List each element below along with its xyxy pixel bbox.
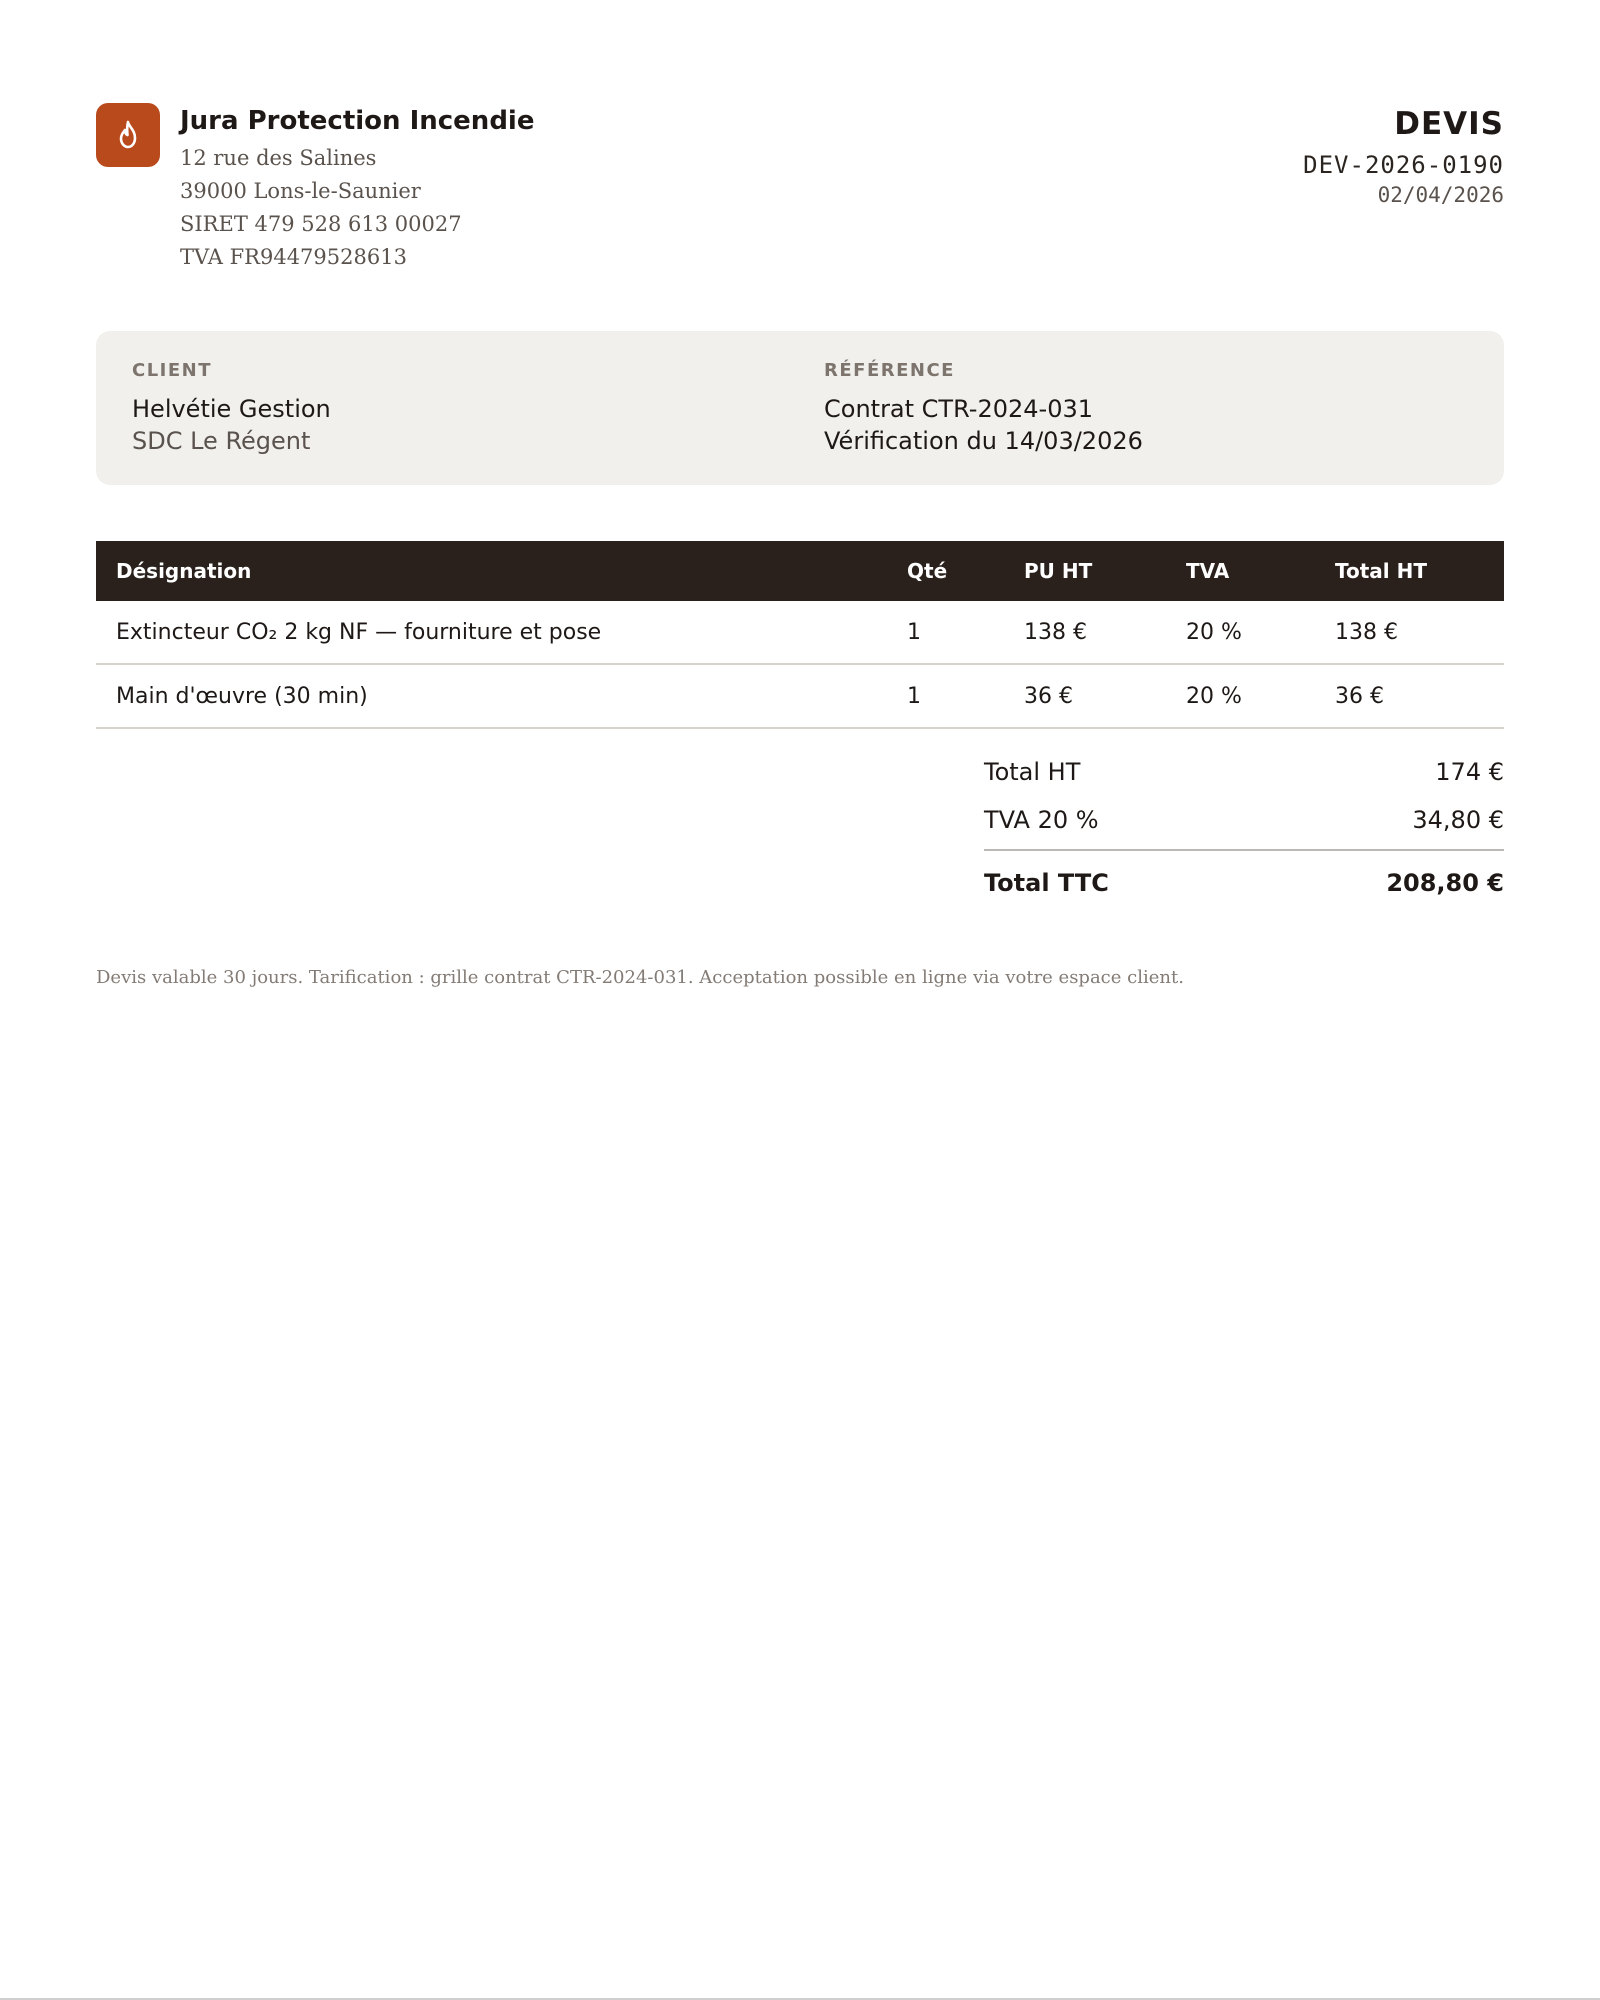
document-date: 02/04/2026	[1377, 183, 1504, 207]
cell-qty: 1	[907, 664, 1024, 728]
cell-vat: 20 %	[1186, 664, 1335, 728]
cell-total: 138 €	[1335, 601, 1504, 664]
reference-verification: Vérification du 14/03/2026	[824, 427, 1143, 455]
subtotal-label: Total HT	[984, 758, 1081, 786]
table-row	[96, 601, 1504, 664]
vat-total-value: 34,80 €	[1412, 806, 1504, 834]
reference-contract: Contrat CTR-2024-031	[824, 395, 1094, 423]
column-header-unit-price: PU HT	[1024, 541, 1186, 601]
totals-divider	[984, 849, 1504, 851]
client-block	[132, 359, 331, 457]
company-address-line2: 39000 Lons-le-Saunier	[180, 179, 421, 203]
column-header-total: Total HT	[1335, 541, 1504, 601]
column-header-designation: Désignation	[96, 541, 907, 601]
company-name: Jura Protection Incendie	[180, 106, 535, 136]
cell-designation: Extincteur CO₂ 2 kg NF — fourniture et pose	[96, 601, 907, 664]
document-number: DEV-2026-0190	[1303, 151, 1504, 179]
column-header-vat: TVA	[1186, 541, 1335, 601]
client-site: SDC Le Régent	[132, 427, 311, 455]
company-vat: TVA FR94479528613	[180, 245, 407, 269]
grand-total-label: Total TTC	[984, 869, 1109, 897]
cell-unit-price: 138 €	[1024, 601, 1186, 664]
company-address-line1: 12 rue des Salines	[180, 146, 377, 170]
document-meta	[1303, 103, 1504, 209]
vat-total-label: TVA 20 %	[984, 806, 1099, 834]
reference-label: RÉFÉRENCE	[824, 360, 955, 381]
client-label: CLIENT	[132, 360, 213, 381]
company-info	[180, 103, 534, 274]
client-name: Helvétie Gestion	[132, 395, 331, 423]
table-row	[96, 664, 1504, 728]
subtotal-row	[984, 756, 1504, 788]
column-header-qty: Qté	[907, 541, 1024, 601]
cell-total: 36 €	[1335, 664, 1504, 728]
cell-designation: Main d'œuvre (30 min)	[96, 664, 907, 728]
grand-total-row	[984, 867, 1504, 899]
grand-total-value: 208,80 €	[1386, 869, 1504, 897]
company-logo	[96, 103, 160, 167]
client-reference-box	[96, 331, 1504, 485]
cell-qty: 1	[907, 601, 1024, 664]
subtotal-value: 174 €	[1435, 758, 1504, 786]
table-header-row	[96, 541, 1504, 601]
line-items-table	[96, 541, 1504, 729]
flame-icon	[115, 120, 141, 150]
company-siret: SIRET 479 528 613 00027	[180, 212, 462, 236]
document-title: DEVIS	[1394, 106, 1504, 142]
totals-block	[984, 756, 1504, 899]
document-header	[96, 103, 1504, 283]
vat-total-row	[984, 804, 1504, 836]
cell-unit-price: 36 €	[1024, 664, 1186, 728]
validity-note: Devis valable 30 jours. Tarification : grille contrat CTR-2024-031. Acceptation possible en ligne via votre espace client.	[96, 967, 1184, 988]
reference-block	[824, 359, 1143, 457]
cell-vat: 20 %	[1186, 601, 1335, 664]
